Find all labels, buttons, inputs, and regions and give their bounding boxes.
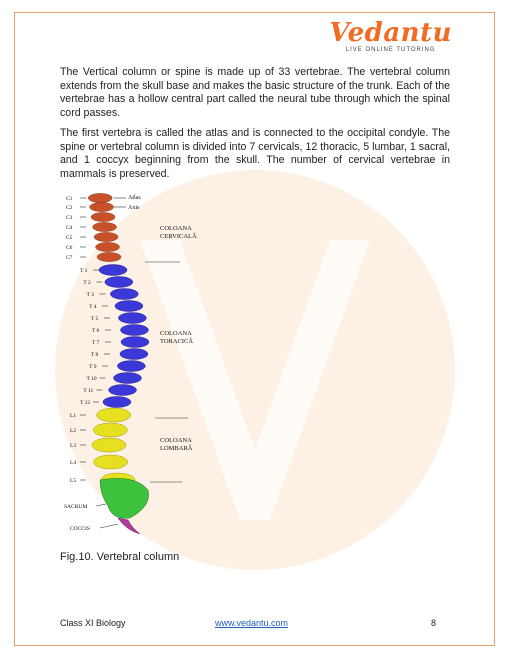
thoracic-label-9: T 9 <box>89 364 97 370</box>
region-cervical-label-2: CERVICALĂ <box>160 233 197 240</box>
cervical-label-7: C7 <box>66 255 73 261</box>
paragraph-spine-divisions: The first vertebra is called the atlas and is connected to the occipital condyle. The spine or vertebral column is divided into 7 cervicals, 12 thoracic, 5 lumbar, 1 sacral, and 1 coccyx beginning from the skull. The number of cervical vertebrae in mammals is preserved. <box>60 127 450 180</box>
thoracic-vertebra-6 <box>120 325 148 336</box>
logo-wordmark: Vedantu <box>329 18 452 48</box>
cervical-label-4: C4 <box>66 225 73 231</box>
lumbar-vertebra-2 <box>93 423 127 437</box>
paragraph-vertebral-column: The Vertical column or spine is made up of 33 vertebrae. The vertebral column extends from the skull base and makes the basic structure of the trunk. Each of the vertebrae has a hollow central part called the neural tube through which the spinal cord passes. <box>60 66 450 119</box>
sacrum-tick <box>96 504 106 506</box>
sacrum-shape <box>100 478 149 518</box>
cervical-vertebra-7 <box>97 252 121 261</box>
thoracic-label-11: T 11 <box>83 388 94 394</box>
region-thoracic-label-1: COLOANA <box>160 330 192 337</box>
coccyx-shape <box>118 518 140 534</box>
vertebral-column-figure <box>60 190 230 540</box>
cervical-vertebra-5 <box>94 232 118 241</box>
region-cervical-label-1: COLOANA <box>160 225 192 232</box>
cervical-vertebra-6 <box>96 242 120 251</box>
thoracic-vertebra-2 <box>105 277 133 288</box>
thoracic-vertebra-12 <box>103 397 131 408</box>
cervical-label-5: C5 <box>66 235 73 241</box>
lumbar-label-5: L5 <box>70 478 77 484</box>
thoracic-vertebra-4 <box>115 301 143 312</box>
thoracic-vertebra-11 <box>109 385 137 396</box>
thoracic-label-10: T 10 <box>86 376 97 382</box>
thoracic-label-8: T 8 <box>90 352 99 358</box>
thoracic-label-7: T 7 <box>91 340 100 346</box>
footer-subject: Class XI Biology <box>60 618 126 628</box>
lumbar-label-3: L3 <box>70 443 77 449</box>
lumbar-label-4: L4 <box>70 460 77 466</box>
cervical-vertebra-3 <box>91 212 115 221</box>
thoracic-label-1: T 1 <box>80 268 88 274</box>
figure-caption: Fig.10. Vertebral column <box>60 551 180 563</box>
thoracic-vertebra-8 <box>120 349 148 360</box>
lumbar-vertebra-1 <box>97 408 131 422</box>
cervical-vertebra-1 <box>88 193 112 202</box>
lumbar-vertebra-4 <box>94 455 128 469</box>
thoracic-vertebra-3 <box>110 289 138 300</box>
region-thoracic-label-2: TORACICĂ <box>160 338 194 345</box>
thoracic-vertebra-10 <box>113 373 141 384</box>
thoracic-vertebra-7 <box>121 337 149 348</box>
thoracic-label-4: T 4 <box>89 304 97 310</box>
cervical-vertebra-4 <box>93 222 117 231</box>
thoracic-label-3: T 3 <box>86 292 94 298</box>
footer-page-number: 8 <box>431 618 437 628</box>
sacrum-label: SACRUM <box>64 504 88 510</box>
vedantu-logo[interactable] <box>329 20 452 53</box>
cervical-label-1: C1 <box>66 196 73 202</box>
thoracic-vertebra-1 <box>99 265 127 276</box>
cervical-vertebra-2 <box>90 202 114 211</box>
logo-tagline: LIVE ONLINE TUTORING <box>345 47 436 53</box>
coccis-tick <box>100 524 118 528</box>
cervical-label-3: C3 <box>66 215 73 221</box>
thoracic-label-5: T 5 <box>90 316 99 322</box>
thoracic-vertebra-9 <box>117 361 145 372</box>
region-lumbar-label-2: LOMBARĂ <box>160 445 193 452</box>
cervical-label-2: C2 <box>66 205 73 211</box>
footer-website-link[interactable]: www.vedantu.com <box>215 618 289 628</box>
axis-label: Axis <box>128 205 140 211</box>
lumbar-label-2: L2 <box>70 428 77 434</box>
lumbar-vertebra-3 <box>92 438 126 452</box>
thoracic-vertebra-5 <box>118 313 146 324</box>
coccis-label: COCCIS <box>70 526 90 532</box>
thoracic-label-2: T 2 <box>83 280 91 286</box>
thoracic-label-12: T 12 <box>80 400 91 406</box>
region-lumbar-label-1: COLOANA <box>160 437 192 444</box>
thoracic-label-6: T 6 <box>91 328 100 334</box>
lumbar-label-1: L1 <box>70 413 77 419</box>
atlas-label: Atlas <box>128 195 141 201</box>
cervical-label-6: C6 <box>66 245 73 251</box>
